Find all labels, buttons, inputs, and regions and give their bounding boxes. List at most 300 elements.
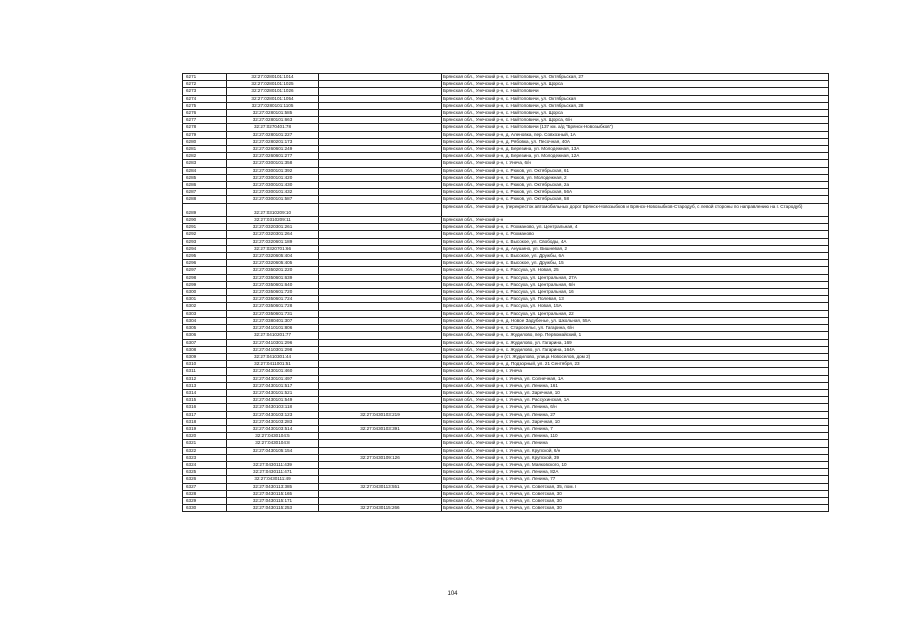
- table-row: [183, 110, 829, 117]
- secondary-cadastral-cell: [319, 153, 442, 160]
- secondary-cadastral-cell: [319, 138, 442, 145]
- row-number-cell: 6302: [183, 303, 227, 310]
- secondary-cadastral-cell: [319, 238, 442, 245]
- row-number-cell: 6287: [183, 189, 227, 196]
- address-cell: Брянская обл., Унечский р-н, д. Рябовка, ул. Песочная, 40А: [442, 138, 829, 145]
- secondary-cadastral-cell: [319, 303, 442, 310]
- cadastral-number-cell: 32:27:0350201:220: [227, 267, 319, 274]
- secondary-cadastral-cell: [319, 440, 442, 447]
- cadastral-number-cell: 32:27:0350601:728: [227, 303, 319, 310]
- table-row: [183, 397, 829, 404]
- cadastral-number-cell: 32:27:0300101:358: [227, 160, 319, 167]
- row-number-cell: 6289: [183, 203, 227, 216]
- address-cell: Брянская обл., Унечский р-н, (перекресток автомобильных дорог Брянск-Новозыбков и Брянск-Новозыбков-Стародуб, с левой стороны по направлению на г. Стародуб): [442, 203, 829, 216]
- table-row: [183, 253, 829, 260]
- table-row: [183, 182, 829, 189]
- cadastral-number-cell: 32:27:0410301:298: [227, 346, 319, 353]
- address-cell: Брянская обл., Унечский р-н, с. Найтоповичи, ул. Щорса: [442, 110, 829, 117]
- row-number-cell: 6329: [183, 497, 227, 504]
- address-cell: Брянская обл., Унечский р-н, д. Подзорный, ул. 21 Сентября, 23: [442, 361, 829, 368]
- secondary-cadastral-cell: [319, 160, 442, 167]
- address-cell: Брянская обл., Унечский р-н, д. Березина, ул. Молодежная, 13А: [442, 146, 829, 153]
- address-cell: Брянская обл., Унечский р-н, г. Унеча, ул. Ленина, 82А: [442, 469, 829, 476]
- row-number-cell: 6300: [183, 289, 227, 296]
- row-number-cell: 6323: [183, 454, 227, 461]
- address-cell: Брянская обл., Унечский р-н, с. Найтоповичи: [442, 88, 829, 95]
- row-number-cell: 6285: [183, 174, 227, 181]
- address-cell: Брянская обл., Унечский р-н, с. Рюков, ул. Октябрьская, 2а: [442, 182, 829, 189]
- secondary-cadastral-cell: [319, 397, 442, 404]
- secondary-cadastral-cell: [319, 95, 442, 102]
- address-cell: Брянская обл., Унечский р-н, с. Рассуха, ул. Центральная, 27А: [442, 274, 829, 281]
- address-cell: Брянская обл., Унечский р-н, с. Жудилово, ул. Гагарина, 164А: [442, 346, 829, 353]
- row-number-cell: 6290: [183, 217, 227, 224]
- row-number-cell: 6286: [183, 182, 227, 189]
- cadastral-number-cell: 32:27:0430111:471: [227, 469, 319, 476]
- cadastral-number-cell: 32:27:0280101:227: [227, 131, 319, 138]
- row-number-cell: 6315: [183, 397, 227, 404]
- cadastral-number-cell: 32:27:0310209:10: [227, 203, 319, 216]
- cadastral-number-cell: 32:27:0270401:78: [227, 124, 319, 131]
- secondary-cadastral-cell: [319, 117, 442, 124]
- secondary-cadastral-cell: [319, 368, 442, 375]
- secondary-cadastral-cell: [319, 490, 442, 497]
- row-number-cell: 6324: [183, 461, 227, 468]
- address-cell: Брянская обл., Унечский р-н, г. Унеча, ул. Маяковского, 10: [442, 461, 829, 468]
- secondary-cadastral-cell: [319, 375, 442, 382]
- row-number-cell: 6282: [183, 153, 227, 160]
- secondary-cadastral-cell: [319, 88, 442, 95]
- row-number-cell: 6312: [183, 375, 227, 382]
- row-number-cell: 6293: [183, 238, 227, 245]
- secondary-cadastral-cell: [319, 167, 442, 174]
- cadastral-number-cell: 32:27:0430113:385: [227, 483, 319, 490]
- secondary-cadastral-cell: [319, 418, 442, 425]
- table-row: [183, 497, 829, 504]
- table-row: [183, 245, 829, 252]
- cadastral-number-cell: 32:27:0430111:49: [227, 476, 319, 483]
- cadastral-number-cell: 32:27:0350601:640: [227, 281, 319, 288]
- address-cell: Брянская обл., Унечский р-н, д. Аленовка, пер. Совхозный, 1А: [442, 131, 829, 138]
- cadastral-number-cell: 32:27:0430101:521: [227, 389, 319, 396]
- table-row: [183, 353, 829, 360]
- secondary-cadastral-cell: [319, 389, 442, 396]
- address-cell: Брянская обл., Унечский р-н, г. Унеча, ул. Советская, 30: [442, 505, 829, 512]
- cadastral-number-cell: 32:27:0430103:283: [227, 418, 319, 425]
- row-number-cell: 6313: [183, 382, 227, 389]
- table-row: [183, 433, 829, 440]
- table-row: [183, 196, 829, 203]
- cadastral-number-cell: 32:27:0260601:277: [227, 153, 319, 160]
- address-cell: Брянская обл., Унечский р-н, д. Березина, ул. Молодежная, 12А: [442, 153, 829, 160]
- table-row: [183, 160, 829, 167]
- row-number-cell: 6284: [183, 167, 227, 174]
- table-row: [183, 411, 829, 418]
- row-number-cell: 6330: [183, 505, 227, 512]
- table-row: [183, 231, 829, 238]
- address-cell: Брянская обл., Унечский р-н, г. Унеча, ул. Ленина, 161: [442, 382, 829, 389]
- secondary-cadastral-cell: [319, 317, 442, 324]
- table-row: [183, 238, 829, 245]
- secondary-cadastral-cell: [319, 382, 442, 389]
- cadastral-number-cell: 32:27:0430103:118: [227, 404, 319, 411]
- table-row: [183, 476, 829, 483]
- address-cell: Брянская обл., Унечский р-н, с. Найтоповичи, ул. Октябрьская: [442, 95, 829, 102]
- address-cell: Брянская обл., Унечский р-н, г. Унеча, ул. Ленина, 110: [442, 433, 829, 440]
- secondary-cadastral-cell: [319, 404, 442, 411]
- table-row: [183, 167, 829, 174]
- secondary-cadastral-cell: [319, 110, 442, 117]
- address-cell: Брянская обл., Унечский р-н, с. Рохманово, ул. Центральная, 4: [442, 224, 829, 231]
- cadastral-number-cell: 32:27:0310209:11: [227, 217, 319, 224]
- address-cell: Брянская обл., Унечский р-н, г. Унеча, 6/н: [442, 160, 829, 167]
- table-row: [183, 289, 829, 296]
- secondary-cadastral-cell: [319, 231, 442, 238]
- cadastral-number-cell: 32:27:0410101:806: [227, 325, 319, 332]
- secondary-cadastral-cell: [319, 433, 442, 440]
- row-number-cell: 6321: [183, 440, 227, 447]
- row-number-cell: 6281: [183, 146, 227, 153]
- address-cell: Брянская обл., Унечский р-н, г. Унеча, ул. Заречная, 10: [442, 389, 829, 396]
- table-row: [183, 447, 829, 454]
- cadastral-number-cell: 32:27:0280101:1025: [227, 81, 319, 88]
- row-number-cell: 6277: [183, 117, 227, 124]
- secondary-cadastral-cell: [319, 174, 442, 181]
- row-number-cell: 6328: [183, 490, 227, 497]
- secondary-cadastral-cell: [319, 353, 442, 360]
- row-number-cell: 6319: [183, 425, 227, 432]
- cadastral-number-cell: 32:27:0280101:663: [227, 117, 319, 124]
- cadastral-number-cell: 32:27:0350601:731: [227, 310, 319, 317]
- row-number-cell: 6316: [183, 404, 227, 411]
- address-cell: Брянская обл., Унечский р-н, с. Жудилово, ул. Гагарина, 169: [442, 339, 829, 346]
- cadastral-number-cell: 32:27:0430104:5: [227, 433, 319, 440]
- cadastral-number-cell: 32:27:0430104:8: [227, 440, 319, 447]
- cadastral-number-cell: 32:27:0430111:439: [227, 461, 319, 468]
- secondary-cadastral-cell: [319, 189, 442, 196]
- table-row: [183, 74, 829, 81]
- address-cell: Брянская обл., Унечский р-н, г. Унеча, ул. Ленина, 7: [442, 425, 829, 432]
- address-cell: Брянская обл., Унечский р-н, с. Рохманово: [442, 231, 829, 238]
- address-cell: Брянская обл., Унечский р-н, г. Унеча, ул. Советская, 30: [442, 497, 829, 504]
- row-number-cell: 6327: [183, 483, 227, 490]
- cadastral-number-cell: 32:27:0320301:261: [227, 224, 319, 231]
- table-row: [183, 153, 829, 160]
- row-number-cell: 6271: [183, 74, 227, 81]
- secondary-cadastral-cell: 32:27:0430103:219: [319, 411, 442, 418]
- row-number-cell: 6311: [183, 368, 227, 375]
- table-row: [183, 310, 829, 317]
- address-cell: Брянская обл., Унечский р-н, с. Рассуха, ул. Центральная, 6/н: [442, 281, 829, 288]
- secondary-cadastral-cell: [319, 182, 442, 189]
- cadastral-number-cell: 32:27:0260601:249: [227, 146, 319, 153]
- row-number-cell: 6294: [183, 245, 227, 252]
- secondary-cadastral-cell: 32:27:0430109:126: [319, 454, 442, 461]
- row-number-cell: 6283: [183, 160, 227, 167]
- cadastral-number-cell: 32:27:0300101:392: [227, 167, 319, 174]
- address-cell: Брянская обл., Унечский р-н, с. Рассуха, ул. Новая, 25: [442, 267, 829, 274]
- cadastral-number-cell: 32:27:0280101:1026: [227, 88, 319, 95]
- row-number-cell: 6305: [183, 325, 227, 332]
- address-cell: Брянская обл., Унечский р-н, с. Найтоповичи, ул. Щорса, 6/н: [442, 117, 829, 124]
- row-number-cell: 6288: [183, 196, 227, 203]
- cadastral-number-cell: [227, 454, 319, 461]
- row-number-cell: 6291: [183, 224, 227, 231]
- address-cell: Брянская обл., Унечский р-н, г. Унеча, ул. Советская, 30: [442, 490, 829, 497]
- cadastral-number-cell: 32:27:0300101:430: [227, 182, 319, 189]
- secondary-cadastral-cell: [319, 146, 442, 153]
- address-cell: Брянская обл., Унечский р-н, с. Найтоповичи, ул. Щорса: [442, 81, 829, 88]
- table-row: [183, 440, 829, 447]
- table-row: [183, 189, 829, 196]
- cadastral-number-cell: 32:27:0380401:307: [227, 317, 319, 324]
- secondary-cadastral-cell: [319, 469, 442, 476]
- secondary-cadastral-cell: [319, 296, 442, 303]
- cadastral-number-cell: 32:27:0430115:171: [227, 497, 319, 504]
- secondary-cadastral-cell: [319, 267, 442, 274]
- table-row: [183, 361, 829, 368]
- table-row: [183, 117, 829, 124]
- table-row: [183, 461, 829, 468]
- secondary-cadastral-cell: [319, 332, 442, 339]
- address-cell: Брянская обл., Унечский р-н (ст. Жудилово, улица Новоселов, дом 2): [442, 353, 829, 360]
- table-row: [183, 339, 829, 346]
- table-row: [183, 469, 829, 476]
- table-row: [183, 382, 829, 389]
- table-row: [183, 418, 829, 425]
- row-number-cell: 6326: [183, 476, 227, 483]
- cadastral-number-cell: 32:27:0430101:460: [227, 368, 319, 375]
- cadastral-number-cell: 32:27:0430103:123: [227, 411, 319, 418]
- table-row: [183, 124, 829, 131]
- address-cell: Брянская обл., Унечский р-н, с. Высокое, ул. Дружбы, 15: [442, 260, 829, 267]
- table-row: [183, 88, 829, 95]
- table-row: [183, 217, 829, 224]
- cadastral-number-cell: 32:27:0300101:587: [227, 196, 319, 203]
- table-row: [183, 174, 829, 181]
- cadastral-number-cell: 32:27:0430115:165: [227, 490, 319, 497]
- cadastral-number-cell: 32:27:0280101:1054: [227, 95, 319, 102]
- row-number-cell: 6306: [183, 332, 227, 339]
- cadastral-number-cell: 32:27:0410301:296: [227, 339, 319, 346]
- cadastral-number-cell: 32:27:0350601:639: [227, 274, 319, 281]
- table-row: [183, 454, 829, 461]
- secondary-cadastral-cell: [319, 274, 442, 281]
- cadastral-number-cell: 32:27:0320701:66: [227, 245, 319, 252]
- secondary-cadastral-cell: 32:27:0430115:266: [319, 505, 442, 512]
- address-cell: Брянская обл., Унечский р-н, с. Высокое, ул. Дружбы, 6А: [442, 253, 829, 260]
- secondary-cadastral-cell: [319, 124, 442, 131]
- row-number-cell: 6322: [183, 447, 227, 454]
- cadastral-number-cell: 32:27:0280201:173: [227, 138, 319, 145]
- address-cell: Брянская обл., Унечский р-н, с. Высокое, ул. Свободы, 4А: [442, 238, 829, 245]
- row-number-cell: 6299: [183, 281, 227, 288]
- address-cell: Брянская обл., Унечский р-н, г. Унеча, ул. Ленина, 27: [442, 411, 829, 418]
- address-cell: Брянская обл., Унечский р-н, с. Рассуха, ул. Центральная, 16: [442, 289, 829, 296]
- secondary-cadastral-cell: [319, 339, 442, 346]
- secondary-cadastral-cell: [319, 461, 442, 468]
- address-cell: Брянская обл., Унечский р-н, г. Унеча, ул. Рассухинская, 1А: [442, 397, 829, 404]
- secondary-cadastral-cell: [319, 260, 442, 267]
- cadastral-number-cell: 32:27:0411001:51: [227, 361, 319, 368]
- cadastral-number-cell: 32:27:0430101:517: [227, 382, 319, 389]
- table-row: [183, 260, 829, 267]
- row-number-cell: 6314: [183, 389, 227, 396]
- table-row: [183, 274, 829, 281]
- property-register-table: [182, 73, 829, 512]
- cadastral-number-cell: 32:27:0350601:724: [227, 296, 319, 303]
- row-number-cell: 6320: [183, 433, 227, 440]
- row-number-cell: 6296: [183, 260, 227, 267]
- row-number-cell: 6325: [183, 469, 227, 476]
- cadastral-number-cell: 32:27:0300101:420: [227, 174, 319, 181]
- row-number-cell: 6308: [183, 346, 227, 353]
- address-cell: Брянская обл., Унечский р-н, д. Анушино, ул. Вишневая, 2: [442, 245, 829, 252]
- secondary-cadastral-cell: [319, 346, 442, 353]
- address-cell: Брянская обл., Унечский р-н, г. Унеча, ул. Крупской, 39: [442, 454, 829, 461]
- cadastral-number-cell: 32:27:0320301:264: [227, 231, 319, 238]
- row-number-cell: 6304: [183, 317, 227, 324]
- secondary-cadastral-cell: 32:27:0430113:551: [319, 483, 442, 490]
- row-number-cell: 6273: [183, 88, 227, 95]
- secondary-cadastral-cell: [319, 74, 442, 81]
- address-cell: Брянская обл., Унечский р-н, с. Рассуха, ул. Новая, 15А: [442, 303, 829, 310]
- cadastral-number-cell: 32:27:0320601:189: [227, 238, 319, 245]
- address-cell: Брянская обл., Унечский р-н, с. Рюков, ул. Молодежная, 2: [442, 174, 829, 181]
- table-row: [183, 102, 829, 109]
- address-cell: Брянская обл., Унечский р-н, с. Рюков, ул. Октябрьская, 61: [442, 167, 829, 174]
- secondary-cadastral-cell: [319, 203, 442, 216]
- secondary-cadastral-cell: [319, 325, 442, 332]
- secondary-cadastral-cell: 32:27:0430103:391: [319, 425, 442, 432]
- table-row: [183, 425, 829, 432]
- row-number-cell: 6274: [183, 95, 227, 102]
- cadastral-number-cell: 32:27:0300101:432: [227, 189, 319, 196]
- cadastral-number-cell: 32:27:0350601:720: [227, 289, 319, 296]
- table-row: [183, 281, 829, 288]
- table-row: [183, 389, 829, 396]
- address-cell: Брянская обл., Унечский р-н, г. Унеча, ул. Ленина: [442, 440, 829, 447]
- address-cell: Брянская обл., Унечский р-н, с. Найтоповичи (137 км. а/д "Брянск-Новозыбков"): [442, 124, 829, 131]
- row-number-cell: 6292: [183, 231, 227, 238]
- table-row: [183, 490, 829, 497]
- row-number-cell: 6297: [183, 267, 227, 274]
- secondary-cadastral-cell: [319, 224, 442, 231]
- cadastral-number-cell: 32:27:0280101:585: [227, 110, 319, 117]
- address-cell: Брянская обл., Унечский р-н, г. Унеча, ул. Ленина, 77: [442, 476, 829, 483]
- address-cell: Брянская обл., Унечский р-н, г. Унеча: [442, 368, 829, 375]
- secondary-cadastral-cell: [319, 476, 442, 483]
- cadastral-number-cell: 32:27:0430101:549: [227, 397, 319, 404]
- address-cell: Брянская обл., Унечский р-н, с. Рюков, ул. Октябрьская, 58: [442, 196, 829, 203]
- address-cell: Брянская обл., Унечский р-н, д. Новое Задубенье, ул. Школьная, 55А: [442, 317, 829, 324]
- cadastral-number-cell: 32:27:0320605:404: [227, 253, 319, 260]
- cadastral-number-cell: 32:27:0280101:1105: [227, 102, 319, 109]
- address-cell: Брянская обл., Унечский р-н, с. Найтоповичи, ул. Октябрьская, 28: [442, 102, 829, 109]
- address-cell: Брянская обл., Унечский р-н, с. Жудилово, пер. Первомайский, 1: [442, 332, 829, 339]
- table-row: [183, 404, 829, 411]
- address-cell: Брянская обл., Унечский р-н, с. Рюков, ул. Октябрьская, 56А: [442, 189, 829, 196]
- table-row: [183, 325, 829, 332]
- row-number-cell: 6295: [183, 253, 227, 260]
- row-number-cell: 6280: [183, 138, 227, 145]
- address-cell: Брянская обл., Унечский р-н, г. Унеча, ул. Советская, 35, пом. I: [442, 483, 829, 490]
- secondary-cadastral-cell: [319, 131, 442, 138]
- row-number-cell: 6309: [183, 353, 227, 360]
- secondary-cadastral-cell: [319, 81, 442, 88]
- row-number-cell: 6276: [183, 110, 227, 117]
- address-cell: Брянская обл., Унечский р-н: [442, 217, 829, 224]
- secondary-cadastral-cell: [319, 196, 442, 203]
- page-number: 104: [447, 591, 458, 597]
- table-row: [183, 95, 829, 102]
- cadastral-number-cell: 32:27:0430103:514: [227, 425, 319, 432]
- table-row: [183, 267, 829, 274]
- secondary-cadastral-cell: [319, 102, 442, 109]
- cadastral-number-cell: 32:27:0280101:1014: [227, 74, 319, 81]
- cadastral-number-cell: 32:27:0410301:44: [227, 353, 319, 360]
- table-row: [183, 332, 829, 339]
- address-cell: Брянская обл., Унечский р-н, с. Старосельє, ул. Гагарина, 6/н: [442, 325, 829, 332]
- row-number-cell: 6278: [183, 124, 227, 131]
- table-row: [183, 505, 829, 512]
- table-row: [183, 131, 829, 138]
- address-cell: Брянская обл., Унечский р-н, г. Унеча, ул. Заречная, 10: [442, 418, 829, 425]
- table-row: [183, 368, 829, 375]
- secondary-cadastral-cell: [319, 447, 442, 454]
- address-cell: Брянская обл., Унечский р-н, г. Унеча, ул. Крупской, 6/н: [442, 447, 829, 454]
- secondary-cadastral-cell: [319, 281, 442, 288]
- address-cell: Брянская обл., Унечский р-н, с. Найтоповичи, ул. Октябрьская, 27: [442, 74, 829, 81]
- secondary-cadastral-cell: [319, 217, 442, 224]
- cadastral-number-cell: 32:27:0320605:405: [227, 260, 319, 267]
- table-row: [183, 138, 829, 145]
- secondary-cadastral-cell: [319, 253, 442, 260]
- table-body: [183, 74, 829, 512]
- table-row: [183, 346, 829, 353]
- row-number-cell: 6298: [183, 274, 227, 281]
- row-number-cell: 6275: [183, 102, 227, 109]
- address-cell: Брянская обл., Унечский р-н, с. Рассуха, ул. Полевая, 13: [442, 296, 829, 303]
- table-row: [183, 203, 829, 216]
- row-number-cell: 6307: [183, 339, 227, 346]
- row-number-cell: 6301: [183, 296, 227, 303]
- row-number-cell: 6279: [183, 131, 227, 138]
- table-row: [183, 303, 829, 310]
- row-number-cell: 6310: [183, 361, 227, 368]
- secondary-cadastral-cell: [319, 245, 442, 252]
- row-number-cell: 6318: [183, 418, 227, 425]
- address-cell: Брянская обл., Унечский р-н, с. Рассуха, ул. Центральная, 22: [442, 310, 829, 317]
- secondary-cadastral-cell: [319, 310, 442, 317]
- table-row: [183, 146, 829, 153]
- table-row: [183, 81, 829, 88]
- secondary-cadastral-cell: [319, 361, 442, 368]
- row-number-cell: 6317: [183, 411, 227, 418]
- table-row: [183, 375, 829, 382]
- secondary-cadastral-cell: [319, 289, 442, 296]
- table-row: [183, 224, 829, 231]
- cadastral-number-cell: 32:27:0410201:77: [227, 332, 319, 339]
- cadastral-number-cell: 32:27:0430115:253: [227, 505, 319, 512]
- row-number-cell: 6272: [183, 81, 227, 88]
- row-number-cell: 6303: [183, 310, 227, 317]
- address-cell: Брянская обл., Унечский р-н, г. Унеча, ул. Ленина, 6/н: [442, 404, 829, 411]
- table-row: [183, 296, 829, 303]
- table-row: [183, 483, 829, 490]
- address-cell: Брянская обл., Унечский р-н, г. Унеча, ул. Солнечная, 1А: [442, 375, 829, 382]
- table-row: [183, 317, 829, 324]
